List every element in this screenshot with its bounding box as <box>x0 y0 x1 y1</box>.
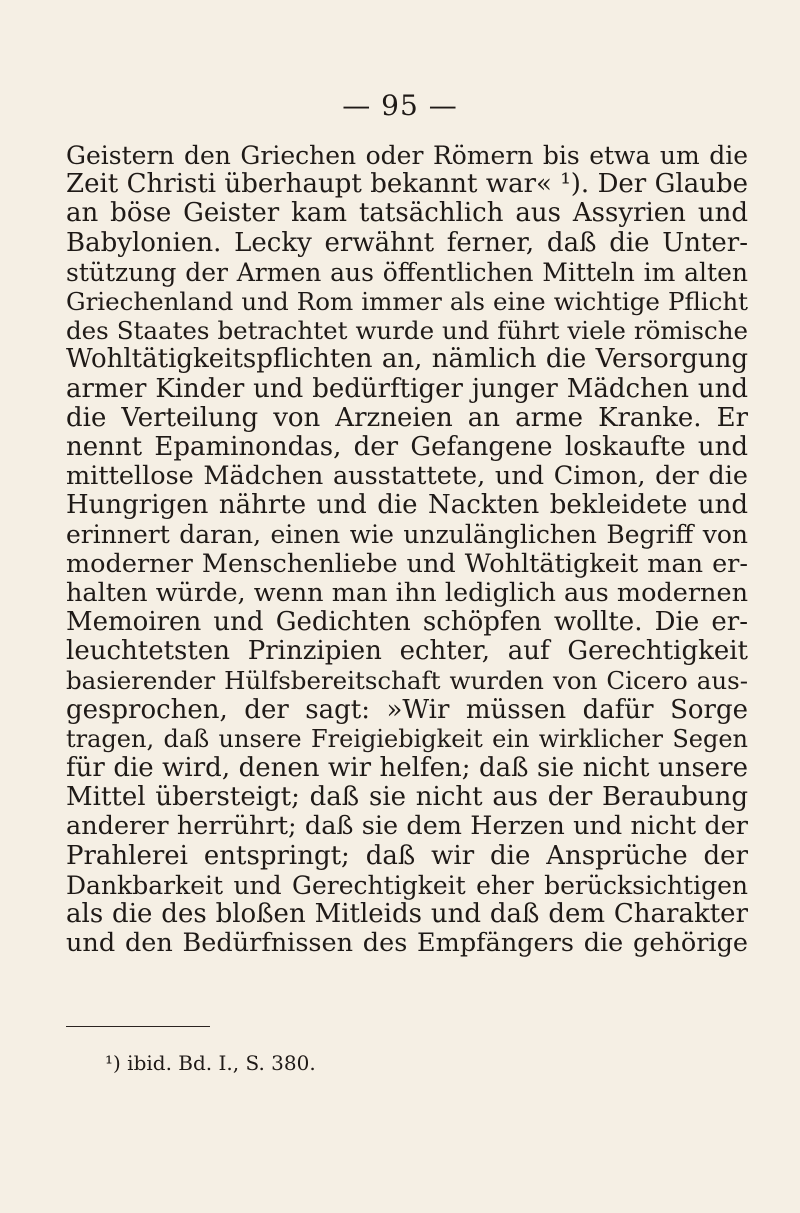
text-line: des Staates betrachtet wurde und führt viele römische <box>66 316 748 346</box>
text-line: Memoiren und Gedichten schöpfen wollte. Die er- <box>66 608 748 637</box>
text-line: halten würde, wenn man ihn lediglich aus modernen <box>66 578 748 608</box>
text-line: basierender Hülfsbereitschaft wurden von Cicero aus- <box>66 666 748 696</box>
text-line: tragen, daß unsere Freigiebigkeit ein wirklicher Segen <box>66 724 748 753</box>
text-line: anderer herrührt; daß sie dem Herzen und nicht der <box>66 812 748 842</box>
text-line: Mittel übersteigt; daß sie nicht aus der Beraubung <box>66 783 748 813</box>
text-line: Geistern den Griechen oder Römern bis etwa um die <box>66 141 748 170</box>
text-line: stützung der Armen aus öffentlichen Mitteln im alten <box>66 257 748 287</box>
text-line: Prahlerei entspringt; daß wir die Ansprüche der <box>66 841 748 871</box>
text-line: und den Bedürfnissen des Empfängers die gehörige <box>66 929 748 959</box>
text-line: leuchtetsten Prinzipien echter, auf Gerechtigkeit <box>66 637 748 667</box>
text-line: an böse Geister kam tatsächlich aus Assyrien und <box>66 199 748 229</box>
text-line: armer Kinder und bedürftiger junger Mädchen und <box>66 374 748 404</box>
text-line: Dankbarkeit und Gerechtigkeit eher berücksichtigen <box>66 870 748 900</box>
text-line: Babylonien. Lecky erwähnt ferner, daß die Unter- <box>66 228 748 258</box>
body-text <box>66 141 748 958</box>
text-line: Wohltätigkeitspflichten an, nämlich die Versorgung <box>66 345 748 375</box>
text-line: mittellose Mädchen ausstattete, und Cimon, der die <box>66 462 748 492</box>
text-line: als die des bloßen Mitleids und daß dem Charakter <box>66 899 748 929</box>
text-line: gesprochen, der sagt: »Wir müssen dafür Sorge <box>66 695 748 725</box>
text-line: moderner Menschenliebe und Wohltätigkeit man er- <box>66 549 748 579</box>
text-line: Griechenland und Rom immer als eine wichtige Pflicht <box>66 286 748 316</box>
text-line: Zeit Christi überhaupt bekannt war« ¹). Der Glaube <box>66 170 748 200</box>
footnote: ¹) ibid. Bd. I., S. 380. <box>105 1051 316 1075</box>
text-line: die Verteilung von Arzneien an arme Kranke. Er <box>66 403 748 433</box>
text-line: für die wird, denen wir helfen; daß sie nicht unsere <box>66 753 748 783</box>
footnote-divider <box>66 1026 210 1027</box>
page-number: — 95 — <box>342 89 458 122</box>
text-line: nennt Epaminondas, der Gefangene loskaufte und <box>66 432 748 462</box>
text-line: Hungrigen nährte und die Nackten bekleidete und <box>66 491 748 521</box>
text-line: erinnert daran, einen wie unzulänglichen Begriff von <box>66 520 748 550</box>
